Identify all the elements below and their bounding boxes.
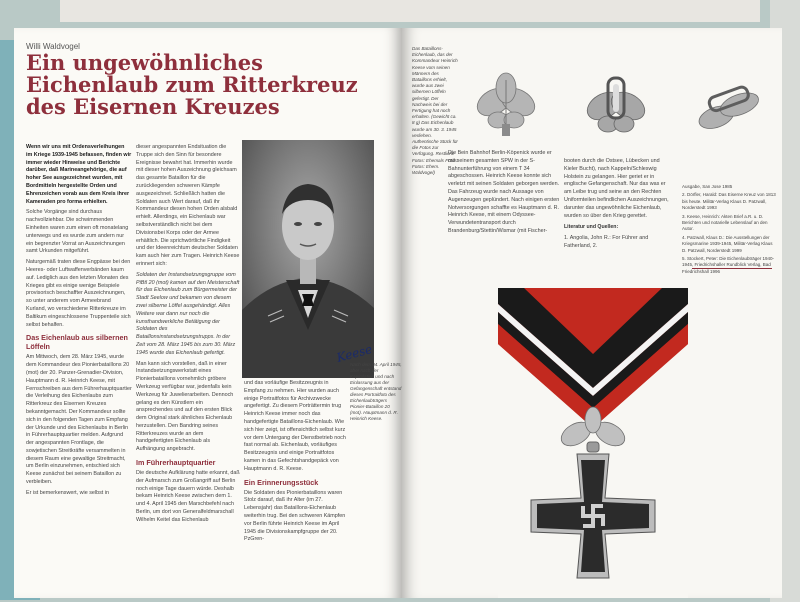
right-column-2 [564,158,674,278]
left-page [14,28,402,598]
reference-item: 4. Patzwall, Klaus D.: Die Ausstellungen der Kriegsmarine 1939-1945, Militär-Verlag Klaus D. Patzwall, Norderstedt 1999 [682,234,773,253]
paragraph: Die deutsche Aufklärung hatte erkannt, daß der Aufmarsch zum Großangriff auf Berlin noch einige Tage dauern würde. Deshalb bekam Heinrich Keese zwischen dem 1. und 4. April 1945 den Marschbefehl nach Berlin, um dort von Generalfeldmarschall Wilhelm Keitel das Eichenlaub [136,470,240,523]
right-column-1 [448,150,560,280]
column-2 [136,144,240,594]
portrait-image [242,140,374,378]
reference-item: 1. Angolia, John R.: For Führer and Fatherland, 2. [564,235,649,250]
column-1 [26,144,132,594]
paragraph: und das vorläufige Besitzzeugnis in Empfang zu nehmen. Hier wurden auch einige Portraitfotos für Archivzwecke angefertigt. Zu diesem Porträttermin trug Heinrich Keese immer noch das handgefertigte Bataillons-Eichenlaub. Wie sich hier zeigt, ist offensichtlich selbst kurz vor dem Untergang der Dienstbetrieb noch fast normal ab. Eichenlaub, vorläufiges Besitzzeugnis und einige Portraitfotos kamen in das Gefechtshandgepäck von Hauptmann d. R. Keese. [244,380,346,472]
paragraph: Die Bein Bahnhof Berlin-Köpenick wurde er mit seinem gesamten SPW in der S-Bahnunterführung von einem T 34 abgeschossen. Heinrich Keese konnte sich verletzt mit seinen Soldaten geborgen werden. Das Fahrzeug wurde nach Aussage von Augenzeugen geplündert. Nach einigen ersten Notversorgungen schaffte es Hauptmann d. R. Heinrich Keese, mit einem Odyssee-Verwundetentransport durch Brandenburg/Stettin/Wismar (mit Fischer- [448,150,560,234]
oakleaf-caption: Das Bataillons-Eichenlaub, das der Kommandeur Heinrich Keese vom seinen Männern des Bataillons erhielt, wurde aus zwei silbernen Löffeln gefertigt. Der Nachweis bei der Fertigung hat noch erhalten. (Gewicht ca. 8 g) Das Eichenlaub wurde am 30. 3. 1945 verliehen. Authentische Stück für die Fotos zur Verfügung. Restliche Fotos: Ehemals Fotos: Fotos: Ehem. Waldvogel) [412,46,458,176]
paragraph: booten durch die Ostsee, Lübecken und Kieler Bucht), nach Kappeln/Schleswig Holstein zu gelangen. Hier geriet er in englische Gefangenschaft. Nur das was er am Leibe trug und seine an den Rechten Uniformteilen befindlichen Auszeichnungen, darunter das ungewöhnliche Eichenlaub, wurden so über den Krieg gerettet. [564,158,669,219]
right-page [402,28,782,598]
oakleaf-back-image [574,68,660,142]
quote-text: Soldaten der Instandsetzungsgruppe vom PiBtl 20 (mot) kamen auf den Meisterschaft für das Eichenlaub zum Bürgermeister der Stadt Seelow und bekamen von diesem zwei silberne Löffel ausgehändigt. Alles Weitere war dann nur noch die kunsthandwerkliche Betätigung der Soldaten des Bataillonsinstandsetzungstrupps. In der Zeit vom 28. März 1945 bis zum 30. März 1945 wurde das Eichenlaub gefertigt. [136,271,240,356]
paragraph: Solche Vorgänge sind durchaus nachvollziehbar. Die schwimmenden Einheiten waren zum einen oft monatelang unterwegs und es wurde zum andern nur ein begrenzter Vorrat an Auszeichnungen samt Urkunden mitgeführt. [26,209,129,255]
portrait-photo [242,140,374,378]
section-heading: Das Eichenlaub aus silbernen Löffeln [26,333,128,352]
paragraph: Naturgemäß traten diese Engpässe bei den Heeres- oder Luftwaffenverbänden kaum auf. Lediglich aus den letzten Monaten des Krieges gibt es einige wenige Beispiele provisorisch beschaffter Auszeichnungen, so unter anderem vom Armeebrand Kurland, wo verschiedene Ritterkreuze im Baltikum eingeschlossene Truppenteile sich selbst behalfen. [26,259,131,328]
quote [136,272,240,358]
reference-item: Ausgabe, San Jose 1985 [682,184,733,189]
reference-item: 2. Dörfler, Harald: Das Eiserne Kreuz von 1813 bis heute. Militär-Verlag Klaus D. Patzwall, Norderstedt 1993 [682,192,776,211]
references-list [682,184,777,277]
photo-caption: Nach dem 04. April 1945, aber nach der Kapitulation und nach Einlassung aus der Gefangenschaft entstand dieses Portraitfoto des Eichenlaubträgers Pionier-Bataillon 20 (mot). Hauptmann d. R. Heinrich Keese. [350,362,402,421]
paragraph: Die Soldaten des Pionierbataillons waren Stolz darauf, daß ihr Alter (im 27. Lebensjahr) das Bataillons-Eichenlaub weiterhin trug. Bei den schweren Kämpfen vor Berlin führte Heinrich Keese im April 1945 die Divisionskampfgruppe der 20. PzGren- [244,489,346,543]
references-heading: Literatur und Quellen: [564,224,619,231]
signature: Keese [335,342,374,365]
reference-item: 5. Stockert, Peter: Die Eichenlaubträger 1940-1945, Friedrichshaller Rundblick Verlag, Bad Friedrichshall 1996 [682,256,775,274]
section-heading: Ein Erinnerungsstück [244,477,319,487]
knights-cross-image [498,284,688,598]
article-title: Ein ungewöhnliches Eichenlaub zum Ritterkreuz des Eisernen Kreuzes [26,50,358,119]
paragraph: Man kann sich vorstellen, daß in einer Instandsetzungswerkstatt eines Pionierbataillons vornehmlich gröbere Werkzeug verfügbar war, jedenfalls kein Werkzeug für Juwelierarbeiten. Dennoch gelang es den Künstlern ein ansprechendes und auf den ersten Blick dem Original stark ähnliches Eichenlaub herzustellen. Den Bandring seines Ritterkreuzes wurde an dem handgefertigten Eichenlaub als Aufhängung angebracht. [136,360,234,453]
divider [692,268,772,269]
oakleaf-front-image [464,68,550,142]
reference-item: 3. Keese, Heinrich: Akten Brief a.R. u. D. Berichten und notarielle Lebenslauf an den Autor. [682,213,768,232]
paragraph: dieser angespannten Endsituation die Truppe sich den Sinn für besondere Ereignisse bewahrt hat. Immerhin wurde mit dieser hohen Auszeichnung gleichsam das gesamte Bataillon für die zurückliegenden schweren Kämpfe ausgezeichnet. Schließlich hatten die Soldaten auch Wert darauf, daß ihr Kommandeur diesen hohen Orden alsbald erhielt. Allerdings, ein Eichenlaub war selbstverständlich nicht bei dem Divisionsbei Korps oder der Armee erhältlich. Die sprichwörtliche Findigkeit und der Ideenreichtum deutscher Soldaten kam auch hier zum Tragen. Heinrich Keese erinnert sich: [136,144,240,267]
background-paper [60,0,760,22]
magazine-spread [14,28,782,598]
lead-paragraph: Wenn wir uns mit Ordensverleihungen im Kriege 1939-1945 befassen, finden wir immer wieder Hinweise und Berichte darüber, daß Marineangehörige, die auf hoher See ausgezeichnet wurden, mit Bordmitteln hergestellte Orden und Ehrenzeichen vorab aus dem Kreis ihrer Kameraden pro forma erhielten. [26,144,132,205]
paragraph: Am Mittwoch, dem 28. März 1945, wurde dem Kommandeur des Pionierbataillons 20 (mot) der 20. Panzer-Grenadier-Division, Hauptmann d. R. Heinrich Keese, mit Fernschreiben aus dem Führerhauptquartier die Verleihung des Eichenlaubs zum Ritterkreuz des Eisernen Kreuzes bekanntgemacht. Der Kommandeur sollte sich in den folgenden Tagen zum Empfang der Urkunde und des Eichenlaubs in Berlin in Führerhauptquartier melden. Aufgrund der angespannten Frontlage, die sowjetischen Streitkräfte versammelten in diesem Raum eine gewaltige Streitmacht, um Berlin einzunehmen, entschied sich Keese zunächst bei seinem Bataillon zu verbleiben. [26,354,132,486]
author-name: Willi Waldvogel [26,42,80,51]
section-heading: Im Führerhauptquartier [136,458,216,468]
paragraph: Er ist bemerkenswert, wie selbst in [26,489,109,496]
oakleaf-side-image [684,68,776,142]
column-3 [244,380,346,594]
